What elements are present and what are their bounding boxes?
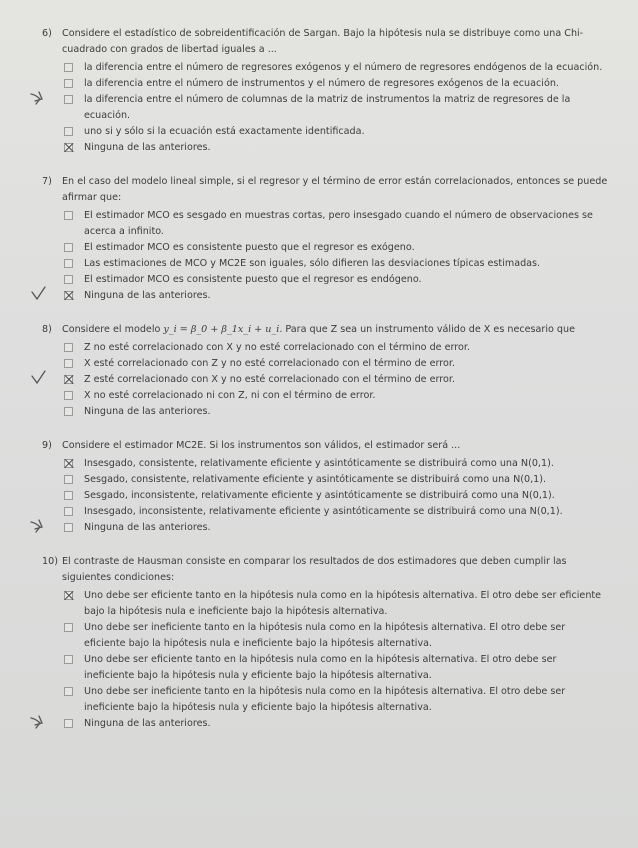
checkbox[interactable] — [64, 127, 73, 136]
option-text: Uno debe ser ineficiente tanto en la hipótesis nula como en la hipótesis alternativa. El otro debe ser eficiente bajo la hipótesis nula e ineficiente bajo la hipótesis alternativa. — [84, 622, 566, 649]
option-text: Ninguna de las anteriores. — [84, 290, 211, 301]
option-text: la diferencia entre el número de instrumentos y el número de regresores exógenos de la ecuación. — [84, 78, 559, 89]
question-text — [42, 438, 608, 454]
option[interactable] — [42, 456, 608, 472]
handwritten-arrow-icon — [30, 518, 48, 534]
option[interactable] — [42, 356, 608, 372]
option[interactable] — [42, 472, 608, 488]
option-text: Insesgado, consistente, relativamente eficiente y asintóticamente se distribuirá como una N(0,1). — [84, 458, 554, 469]
option[interactable] — [42, 140, 608, 156]
question-body-cont: . Para que Z sea un instrumento válido de X es necesario que — [279, 324, 576, 335]
option-text: la diferencia entre el número de regresores exógenos y el número de regresores endógenos de la ecuación. — [84, 62, 603, 73]
option-text: Ninguna de las anteriores. — [84, 522, 211, 533]
option[interactable] — [42, 92, 608, 124]
option-text: uno si y sólo si la ecuación está exactamente identificada. — [84, 126, 365, 137]
checkbox[interactable] — [64, 243, 73, 252]
question-body: En el caso del modelo lineal simple, si el regresor y el término de error están correlacionados, entonces se puede afirmar que: — [62, 176, 608, 203]
option-text: El estimador MCO es consistente puesto que el regresor es endógeno. — [84, 274, 422, 285]
checkbox[interactable] — [64, 79, 73, 88]
checkbox[interactable] — [64, 491, 73, 500]
option-text: El estimador MCO es sesgado en muestras cortas, pero insesgado cuando el número de observaciones se acerca a infinito. — [84, 210, 593, 237]
question-10 — [42, 554, 608, 732]
option-text: Z esté correlacionado con X y no esté correlacionado con el término de error. — [84, 374, 456, 385]
checkbox-checked[interactable] — [64, 591, 73, 600]
checkbox[interactable] — [64, 343, 73, 352]
question-number: 7) — [42, 176, 52, 187]
model-formula: y_i = β_0 + β_1x_i + u_i — [163, 324, 280, 335]
question-number: 9) — [42, 440, 52, 451]
option-text: Uno debe ser ineficiente tanto en la hipótesis nula como en la hipótesis alternativa. El otro debe ser ineficiente bajo la hipótesis nula y eficiente bajo la hipótesis alternativa. — [84, 686, 566, 713]
option[interactable] — [42, 716, 608, 732]
option[interactable] — [42, 240, 608, 256]
option-text: El estimador MCO es consistente puesto que el regresor es exógeno. — [84, 242, 415, 253]
question-number: 6) — [42, 28, 52, 39]
option-text: Ninguna de las anteriores. — [84, 142, 211, 153]
option-text: Ninguna de las anteriores. — [84, 406, 211, 417]
question-text — [42, 554, 608, 586]
option[interactable] — [42, 272, 608, 288]
option-text: Sesgado, consistente, relativamente eficiente y asintóticamente se distribuirá como una N(0,1). — [84, 474, 547, 485]
question-text — [42, 26, 608, 58]
option-text: X esté correlacionado con Z y no esté correlacionado con el término de error. — [84, 358, 456, 369]
option[interactable] — [42, 588, 608, 620]
checkbox[interactable] — [64, 655, 73, 664]
question-8 — [42, 322, 608, 420]
option[interactable] — [42, 388, 608, 404]
option[interactable] — [42, 124, 608, 140]
question-7 — [42, 174, 608, 304]
handwritten-arrow-icon — [30, 714, 48, 730]
question-body: Considere el estadístico de sobreidentificación de Sargan. Bajo la hipótesis nula se distribuye como una Chi-cuadrado con grados de libertad iguales a ... — [62, 28, 584, 55]
question-body: El contraste de Hausman consiste en comparar los resultados de dos estimadores que deben cumplir las siguientes condiciones: — [62, 556, 567, 583]
option[interactable] — [42, 76, 608, 92]
checkbox[interactable] — [64, 475, 73, 484]
question-body: Considere el modelo — [62, 324, 164, 335]
option[interactable] — [42, 652, 608, 684]
option-text: Uno debe ser eficiente tanto en la hipótesis nula como en la hipótesis alternativa. El otro debe ser ineficiente bajo la hipótesis nula y eficiente bajo la hipótesis alternativa. — [84, 654, 557, 681]
option[interactable] — [42, 488, 608, 504]
checkbox[interactable] — [64, 507, 73, 516]
handwritten-arrow-icon — [30, 90, 48, 106]
option-text: Z no esté correlacionado con X y no esté correlacionado con el término de error. — [84, 342, 471, 353]
option[interactable] — [42, 520, 608, 536]
checkbox[interactable] — [64, 211, 73, 220]
option[interactable] — [42, 340, 608, 356]
option-text: Uno debe ser eficiente tanto en la hipótesis nula como en la hipótesis alternativa. El otro debe ser eficiente bajo la hipótesis nula e ineficiente bajo la hipótesis alternativa. — [84, 590, 602, 617]
option[interactable] — [42, 288, 608, 304]
question-text — [42, 322, 608, 338]
option[interactable] — [42, 372, 608, 388]
checkbox[interactable] — [64, 391, 73, 400]
handwritten-tick-icon — [30, 370, 48, 386]
option-text: X no esté correlacionado ni con Z, ni con el término de error. — [84, 390, 376, 401]
checkbox-checked[interactable] — [64, 375, 73, 384]
checkbox[interactable] — [64, 63, 73, 72]
handwritten-tick-icon — [30, 286, 48, 302]
option[interactable] — [42, 684, 608, 716]
question-number: 8) — [42, 324, 52, 335]
option[interactable] — [42, 404, 608, 420]
question-text — [42, 174, 608, 206]
question-6 — [42, 26, 608, 156]
option-text: Las estimaciones de MCO y MC2E son iguales, sólo difieren las desviaciones típicas estimadas. — [84, 258, 541, 269]
checkbox[interactable] — [64, 259, 73, 268]
checkbox[interactable] — [64, 623, 73, 632]
option[interactable] — [42, 620, 608, 652]
checkbox[interactable] — [64, 523, 73, 532]
checkbox-checked[interactable] — [64, 291, 73, 300]
checkbox[interactable] — [64, 719, 73, 728]
question-number: 10) — [42, 556, 58, 567]
question-9 — [42, 438, 608, 536]
checkbox[interactable] — [64, 687, 73, 696]
checkbox-checked[interactable] — [64, 459, 73, 468]
checkbox-checked[interactable] — [64, 143, 73, 152]
option[interactable] — [42, 208, 608, 240]
option[interactable] — [42, 256, 608, 272]
checkbox[interactable] — [64, 95, 73, 104]
checkbox[interactable] — [64, 359, 73, 368]
option[interactable] — [42, 60, 608, 76]
checkbox[interactable] — [64, 275, 73, 284]
checkbox[interactable] — [64, 407, 73, 416]
option[interactable] — [42, 504, 608, 520]
option-text: Insesgado, inconsistente, relativamente eficiente y asintóticamente se distribuirá como una N(0,1). — [84, 506, 563, 517]
option-text: Sesgado, inconsistente, relativamente eficiente y asintóticamente se distribuirá como una N(0,1). — [84, 490, 555, 501]
question-body: Considere el estimador MC2E. Si los instrumentos son válidos, el estimador será ... — [62, 440, 461, 451]
option-text: la diferencia entre el número de columnas de la matriz de instrumentos la matriz de regresores de la ecuación. — [84, 94, 571, 121]
option-text: Ninguna de las anteriores. — [84, 718, 211, 729]
